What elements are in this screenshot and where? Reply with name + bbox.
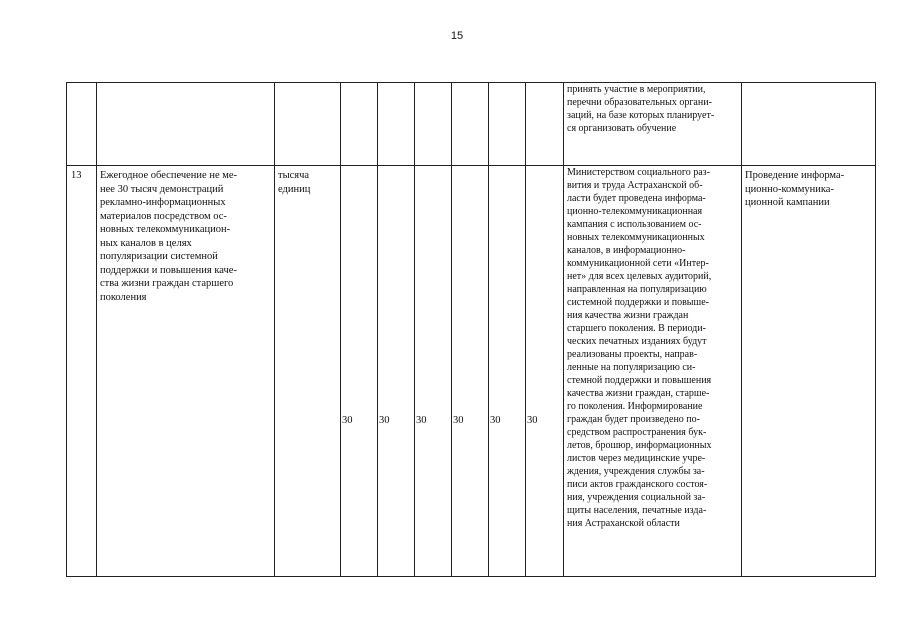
- value-text: 30: [342, 415, 353, 427]
- table-row: [67, 166, 876, 577]
- cell-value: [452, 83, 489, 166]
- value-text: 30: [453, 415, 464, 427]
- plan-table: [66, 82, 876, 577]
- cell-indicator: [97, 83, 275, 166]
- description-text: принять участие в мероприятии, перечни образовательных органи- заций, на базе которых планирует- ся организовать обучение: [567, 84, 715, 134]
- indicator-text: Ежегодное обеспечение не ме- нее 30 тысяч демонстраций рекламно-информационных материалов посредством ос- новных телекоммуникацион- ных каналов в целях популяризации системной поддержки и повышения каче- ства жизни граждан старшего поколения: [100, 170, 238, 303]
- cell-result: [742, 166, 876, 577]
- cell-value: [341, 83, 378, 166]
- cell-value: [489, 166, 526, 577]
- value-text: 30: [379, 415, 390, 427]
- cell-value: [415, 166, 452, 577]
- cell-value: [341, 166, 378, 577]
- cell-unit: [275, 166, 341, 577]
- row-number: 13: [71, 170, 82, 181]
- cell-number: [67, 166, 97, 577]
- cell-value: [526, 166, 564, 577]
- cell-description: [564, 83, 742, 166]
- page-number: 15: [450, 30, 464, 42]
- description-text: Министерством социального раз- вития и труда Астраханской об- ласти будет проведена информа- ционно-телекоммуникационная кампания с использованием ос- новных телекоммуникационных каналов, в информационно- коммуникационной сети «Интер- нет» для всех целевых аудиторий, направленная на популяризацию системной поддержки и повыше- ния качества жизни граждан старшего поколения. В периоди- ческих печатных изданиях будут реализованы проекты, направ- ленные на популяризацию си- стемной поддержки и повышения качества жизни граждан, старше- го поколения. Информирование граждан будет произведено по- средством распространения бук- летов, брошюр, информационных листов через медицинские учре- ждения, учреждения службы за- писи актов гражданского состоя- ния, учреждения социальной за- щиты населения, печатные изда- ния Астраханской области: [567, 167, 712, 529]
- cell-value: [378, 166, 415, 577]
- value-text: 30: [416, 415, 427, 427]
- cell-indicator: [97, 166, 275, 577]
- cell-number: [67, 83, 97, 166]
- cell-value: [452, 166, 489, 577]
- cell-result: [742, 83, 876, 166]
- table-row-continuation: [67, 83, 876, 166]
- cell-value: [378, 83, 415, 166]
- value-text: 30: [527, 415, 538, 427]
- cell-value: [415, 83, 452, 166]
- cell-value: [526, 83, 564, 166]
- value-text: 30: [490, 415, 501, 427]
- cell-unit: [275, 83, 341, 166]
- cell-value: [489, 83, 526, 166]
- result-text: Проведение информа- ционно-коммуника- ционной кампании: [745, 170, 845, 208]
- cell-description: [564, 166, 742, 577]
- unit-text: тысяча единиц: [278, 170, 311, 195]
